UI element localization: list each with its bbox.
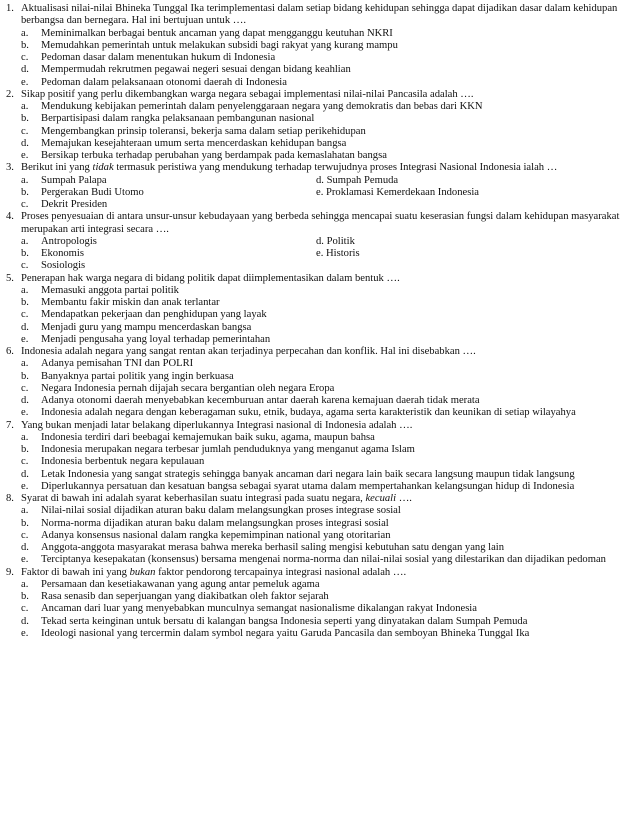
option-letter: a. bbox=[21, 101, 29, 112]
question-text: Penerapan hak warga negara di bidang politik dapat diimplementasikan dalam bentuk …. bbox=[21, 272, 400, 284]
option-letter: c. bbox=[21, 125, 29, 137]
option-c bbox=[21, 52, 628, 64]
question-number: 3. bbox=[6, 162, 14, 174]
question-6 bbox=[6, 346, 628, 420]
option-d bbox=[21, 64, 628, 76]
options-list bbox=[21, 505, 628, 566]
option-d bbox=[21, 322, 628, 334]
option-c bbox=[21, 530, 628, 542]
option-e bbox=[21, 407, 628, 419]
option-letter: e. bbox=[21, 554, 29, 566]
option-a bbox=[21, 505, 628, 517]
option-e bbox=[21, 334, 628, 346]
option-text: Sumpah Palapa bbox=[41, 174, 107, 186]
question-number: 6. bbox=[6, 346, 14, 357]
question-text: Proses penyesuaian di antara unsur-unsur kebudayaan yang berbeda sehingga mencapai suatu keserasian fungsi dalam kehidupan masyarakat merupakan arti integrasi secara …. bbox=[21, 211, 620, 235]
option-a bbox=[21, 236, 316, 248]
option-text: Menjadi pengusaha yang loyal terhadap pemerintahan bbox=[41, 333, 271, 345]
option-text: Sosiologis bbox=[41, 260, 86, 272]
option-text: Memasuki anggota partai politik bbox=[41, 284, 179, 296]
option-a bbox=[21, 358, 628, 370]
option-letter: d. bbox=[21, 468, 29, 480]
option-c bbox=[21, 309, 628, 321]
question-text-emphasis: tidak bbox=[92, 162, 114, 174]
question-2 bbox=[6, 89, 628, 163]
option-letter: e. bbox=[21, 76, 29, 88]
option-text: Bersikap terbuka terhadap perubahan yang berdampak pada kemaslahatan bangsa bbox=[41, 150, 387, 161]
option-text: Antropologis bbox=[41, 235, 97, 247]
options-list bbox=[21, 101, 628, 162]
question-9 bbox=[6, 567, 628, 641]
question-1 bbox=[6, 3, 628, 89]
option-text: Indonesia adalah negara dengan keberagaman suku, etnik, budaya, agama serta karakteristik dan keunikan di setiap wilayahya bbox=[41, 407, 576, 419]
option-text: Historis bbox=[326, 248, 360, 259]
option-d bbox=[21, 616, 628, 628]
option-text: Indonesia terdiri dari beebagai kemajemukan baik suku, agama, maupun bahsa bbox=[41, 431, 375, 443]
option-e bbox=[21, 554, 628, 566]
option-text: Membantu fakir miskin dan anak terlantar bbox=[41, 297, 220, 308]
option-letter: b. bbox=[21, 186, 29, 198]
option-d bbox=[21, 138, 628, 150]
option-text: Norma-norma dijadikan aturan baku dalam melangsungkan proses integrasi sosial bbox=[41, 517, 389, 529]
option-text: Dekrit Presiden bbox=[41, 199, 108, 210]
option-text: Memajukan kesejahteraan umum serta mencerdaskan kehidupan bangsa bbox=[41, 137, 347, 149]
option-letter: b. bbox=[21, 370, 29, 382]
question-number: 4. bbox=[6, 211, 14, 223]
question-text: Indonesia adalah negara yang sangat rentan akan terjadinya perpecahan dan konflik. Hal ini disebabkan …. bbox=[21, 346, 476, 357]
question-text-part: Syarat di bawah ini adalah syarat keberhasilan suatu integrasi pada suatu negara, bbox=[21, 493, 366, 504]
option-text: Mempermudah rekrutmen pegawai negeri sesuai dengan bidang keahlian bbox=[41, 64, 351, 76]
option-text: Nilai-nilai sosial dijadikan aturan baku dalam melangsungkan proses integrase sosial bbox=[41, 505, 401, 517]
option-letter: e. bbox=[316, 248, 324, 259]
option-letter: b. bbox=[21, 113, 29, 125]
option-a bbox=[21, 432, 628, 444]
question-text bbox=[21, 493, 628, 505]
option-text: Mendapatkan pekerjaan dan penghidupan yang layak bbox=[41, 309, 267, 321]
option-letter: e. bbox=[21, 150, 29, 161]
option-letter: c. bbox=[21, 603, 29, 615]
option-text: Adanya pemisahan TNI dan POLRI bbox=[41, 358, 194, 370]
option-letter: e. bbox=[21, 627, 29, 639]
option-text: Persamaan dan kesetiakawanan yang agung antar pemeluk agama bbox=[41, 578, 320, 590]
option-text: Pedoman dasar dalam menentukan hukum di Indonesia bbox=[41, 52, 276, 63]
option-e bbox=[21, 77, 628, 89]
option-b bbox=[21, 371, 628, 383]
option-text: Proklamasi Kemerdekaan Indonesia bbox=[326, 186, 479, 198]
option-text: Politik bbox=[326, 235, 355, 247]
option-text: Berpartisipasi dalam rangka pelaksanaan pembangunan nasional bbox=[41, 113, 315, 125]
option-letter: d. bbox=[21, 137, 29, 149]
option-letter: b. bbox=[21, 297, 29, 308]
option-text: Ancaman dari luar yang menyebabkan munculnya semangat nasionalisme dikalangan rakyat Indonesia bbox=[41, 603, 477, 615]
question-text bbox=[21, 162, 628, 174]
option-e bbox=[21, 628, 628, 640]
option-text: Letak Indonesia yang sangat strategis sehingga banyak ancaman dari negara lain baik secara langsung maupun tidak langsung bbox=[41, 468, 575, 480]
option-b bbox=[21, 444, 628, 456]
option-e bbox=[316, 248, 628, 260]
option-d bbox=[316, 175, 628, 187]
options-list bbox=[21, 28, 628, 89]
question-text-part: termasuk peristiwa yang mendukung terhadap terwujudnya proses Integrasi Nasional Indonesia ialah … bbox=[113, 162, 558, 174]
option-text: Pergerakan Budi Utomo bbox=[41, 186, 144, 198]
options-grid bbox=[21, 236, 628, 273]
option-letter: e. bbox=[316, 186, 324, 198]
option-letter: d. bbox=[21, 321, 29, 333]
option-letter: c. bbox=[21, 456, 29, 468]
options-grid bbox=[21, 175, 628, 212]
option-e bbox=[316, 187, 628, 199]
option-letter: d. bbox=[316, 235, 324, 247]
option-b bbox=[21, 40, 628, 52]
options-list bbox=[21, 358, 628, 419]
option-letter: a. bbox=[21, 174, 29, 186]
question-4 bbox=[6, 211, 628, 272]
option-a bbox=[21, 101, 628, 113]
option-letter: a. bbox=[21, 358, 29, 370]
question-text-part: faktor pendorong tercapainya integrasi nasional adalah …. bbox=[155, 566, 407, 578]
option-letter: a. bbox=[21, 235, 29, 247]
question-text: Yang bukan menjadi latar belakang diperlukannya Integrasi nasional di Indonesia adalah …. bbox=[21, 419, 413, 431]
option-letter: a. bbox=[21, 284, 29, 296]
option-text: Mendukung kebijakan pemerintah dalam penyelenggaraan negara yang demokratis dan bebas dari KKN bbox=[41, 101, 483, 112]
option-letter: b. bbox=[21, 248, 29, 259]
option-letter: c. bbox=[21, 382, 29, 394]
question-number: 2. bbox=[6, 88, 14, 100]
option-c bbox=[21, 603, 628, 615]
option-text: Sumpah Pemuda bbox=[326, 174, 399, 186]
option-letter: c. bbox=[21, 260, 29, 272]
option-text: Adanya konsensus nasional dalam rangka kepemimpinan national yang otoritarian bbox=[41, 529, 391, 541]
option-letter: c. bbox=[21, 52, 29, 63]
options-list bbox=[21, 432, 628, 493]
option-text: Indonesia merupakan negara terbesar jumlah penduduknya yang menganut agama Islam bbox=[41, 444, 415, 455]
option-c bbox=[21, 199, 316, 211]
option-text: Terciptanya kesepakatan (konsensus) bersama mengenai norma-norma dan nilai-nilai sosial yang dilestarikan dan dijadikan pedoman bbox=[41, 554, 606, 566]
option-text: Adanya otonomi daerah menyebabkan kecemburuan antar daerah karena kemajuan daerah tidak merata bbox=[41, 395, 480, 406]
question-7 bbox=[6, 420, 628, 494]
options-list bbox=[21, 579, 628, 640]
option-c bbox=[21, 383, 628, 395]
option-letter: b. bbox=[21, 444, 29, 455]
option-d bbox=[316, 236, 628, 248]
option-c bbox=[21, 456, 628, 468]
option-letter: c. bbox=[21, 309, 29, 321]
option-e bbox=[21, 481, 628, 493]
option-text: Mengembangkan prinsip toleransi, bekerja sama dalam setiap perikehidupan bbox=[41, 125, 366, 137]
question-3 bbox=[6, 162, 628, 211]
option-letter: b. bbox=[21, 39, 29, 51]
option-d bbox=[21, 542, 628, 554]
option-e bbox=[21, 150, 628, 162]
option-text: Ideologi nasional yang tercermin dalam symbol negara yaitu Garuda Pancasila dan semboyan Bhineka Tunggal Ika bbox=[41, 627, 530, 639]
question-text-part: …. bbox=[396, 493, 412, 504]
option-letter: e. bbox=[21, 407, 29, 419]
option-a bbox=[21, 175, 316, 187]
question-text-emphasis: bukan bbox=[129, 566, 156, 578]
options-list bbox=[21, 285, 628, 346]
option-text: Meminimalkan berbagai bentuk ancaman yang dapat mengganggu keutuhan NKRI bbox=[41, 27, 393, 39]
question-text bbox=[21, 567, 628, 579]
option-b bbox=[21, 297, 628, 309]
option-letter: d. bbox=[21, 64, 29, 76]
option-letter: a. bbox=[21, 27, 29, 39]
option-letter: c. bbox=[21, 529, 29, 541]
question-8 bbox=[6, 493, 628, 567]
question-number: 8. bbox=[6, 493, 14, 504]
question-text-part: Berikut ini yang bbox=[21, 162, 93, 174]
option-letter: e. bbox=[21, 333, 29, 345]
option-text: Rasa senasib dan seperjuangan yang diakibatkan oleh faktor sejarah bbox=[41, 591, 329, 602]
option-c bbox=[21, 126, 628, 138]
option-text: Anggota-anggota masyarakat merasa bahwa mereka berhasil saling mengisi kebutuhan satu dengan yang lain bbox=[41, 542, 505, 553]
question-number: 9. bbox=[6, 566, 14, 578]
option-letter: b. bbox=[21, 517, 29, 529]
option-text: Indonesia berbentuk negara kepulauan bbox=[41, 456, 205, 468]
option-text: Diperlukannya persatuan dan kesatuan bangsa sebagai syarat utama dalam mempertahankan kelangsungan hidup di Indonesia bbox=[41, 480, 575, 492]
option-text: Menjadi guru yang mampu mencerdaskan bangsa bbox=[41, 321, 252, 333]
option-letter: a. bbox=[21, 505, 29, 517]
option-text: Banyaknya partai politik yang ingin berkuasa bbox=[41, 370, 234, 382]
question-number: 1. bbox=[6, 3, 14, 14]
question-text: Aktualisasi nilai-nilai Bhineka Tunggal Ika terimplementasi dalam setiap bidang kehidupan sehingga dapat dijadikan dasar dalam kehidupan berbangsa dan bernegara. Hal ini bertujuan untuk …. bbox=[21, 3, 618, 27]
question-5 bbox=[6, 273, 628, 347]
question-number: 7. bbox=[6, 419, 14, 431]
option-letter: e. bbox=[21, 480, 29, 492]
option-text: Negara Indonesia pernah dijajah secara bergantian oleh negara Eropa bbox=[41, 382, 335, 394]
option-letter: d. bbox=[316, 174, 324, 186]
option-text: Pedoman dalam pelaksanaan otonomi daerah di Indonesia bbox=[41, 76, 287, 88]
option-text: Tekad serta keinginan untuk bersatu di kalangan bangsa Indonesia seperti yang dinyatakan dalam Sumpah Pemuda bbox=[41, 615, 528, 627]
option-c bbox=[21, 260, 316, 272]
option-b bbox=[21, 591, 628, 603]
option-letter: d. bbox=[21, 542, 29, 553]
option-text: Ekonomis bbox=[41, 248, 84, 259]
option-b bbox=[21, 113, 628, 125]
option-d bbox=[21, 395, 628, 407]
option-letter: d. bbox=[21, 395, 29, 406]
question-number: 5. bbox=[6, 272, 14, 284]
option-d bbox=[21, 469, 628, 481]
option-b bbox=[21, 248, 316, 260]
option-b bbox=[21, 518, 628, 530]
option-b bbox=[21, 187, 316, 199]
question-text-part: Faktor di bawah ini yang bbox=[21, 566, 130, 578]
option-letter: a. bbox=[21, 431, 29, 443]
option-letter: a. bbox=[21, 578, 29, 590]
option-a bbox=[21, 285, 628, 297]
option-letter: b. bbox=[21, 591, 29, 602]
option-letter: d. bbox=[21, 615, 29, 627]
option-letter: c. bbox=[21, 199, 29, 210]
option-a bbox=[21, 579, 628, 591]
question-text-emphasis: kecuali bbox=[365, 493, 397, 504]
question-text: Sikap positif yang perlu dikembangkan warga negara sebagai implementasi nilai-nilai Pancasila adalah …. bbox=[21, 88, 474, 100]
option-text: Memudahkan pemerintah untuk melakukan subsidi bagi rakyat yang kurang mampu bbox=[41, 39, 398, 51]
option-a bbox=[21, 28, 628, 40]
